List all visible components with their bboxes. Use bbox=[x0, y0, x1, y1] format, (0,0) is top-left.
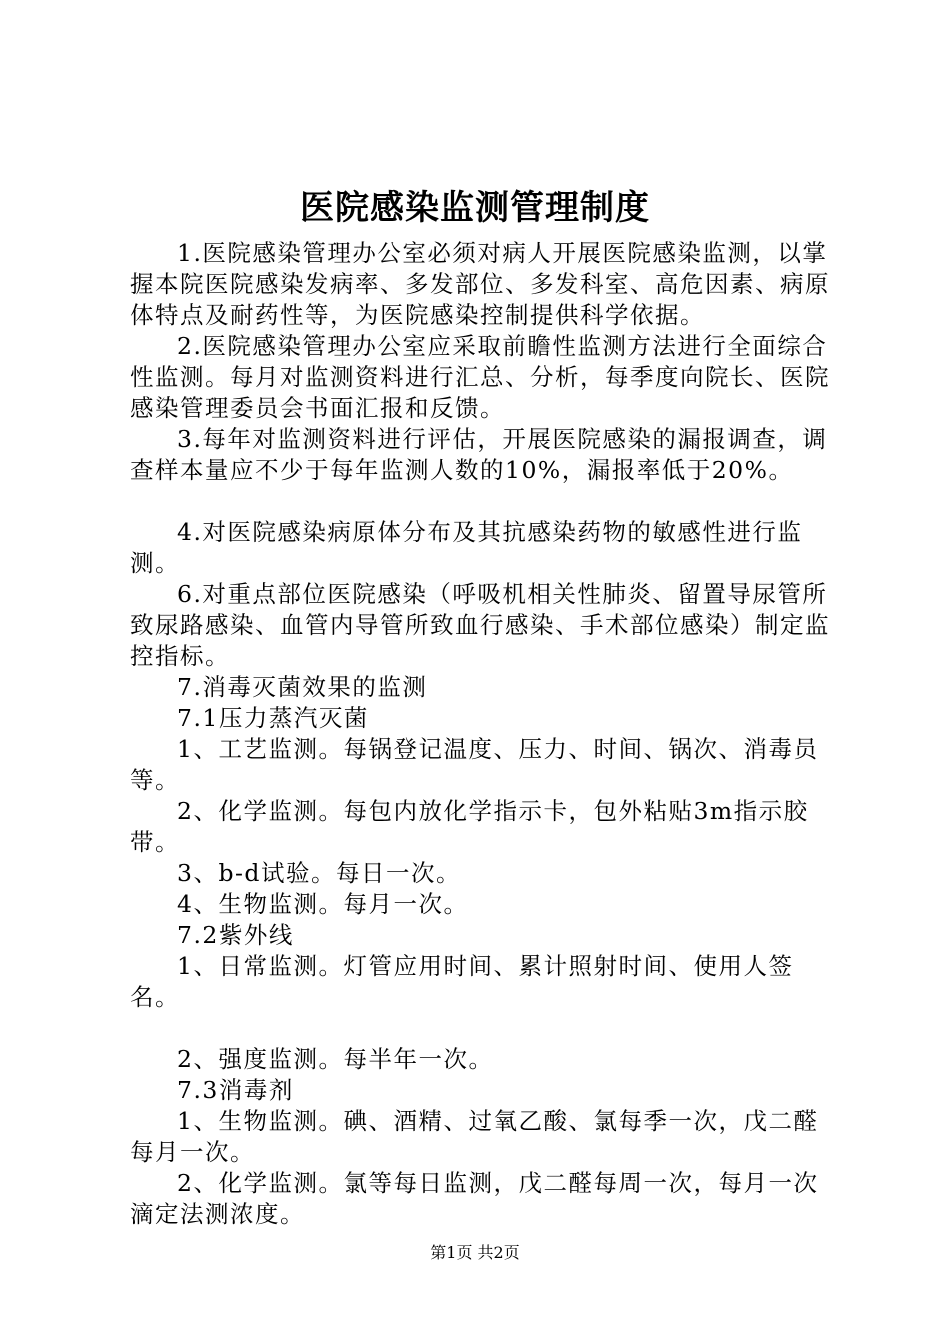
subsection-heading-7-1: 7.1压力蒸汽灭菌 bbox=[177, 704, 369, 732]
page-footer: 第1页 共2页 bbox=[430, 1243, 520, 1262]
paragraph-6: 6.对重点部位医院感染（呼吸机相关性肺炎、留置导尿管所致尿路感染、血管内导管所致血行感染、手术部位感染）制定监控指标。 bbox=[130, 580, 830, 670]
paragraph-4: 4.对医院感染病原体分布及其抗感染药物的敏感性进行监测。 bbox=[130, 518, 803, 577]
document-title: 医院感染监测管理制度 bbox=[300, 188, 650, 228]
subsection-heading-7-3: 7.3消毒剂 bbox=[177, 1076, 294, 1104]
list-item: 1、生物监测。碘、酒精、过氧乙酸、氯每季一次，戊二醛每月一次。 bbox=[130, 1107, 819, 1166]
paragraph-2: 2.医院感染管理办公室应采取前瞻性监测方法进行全面综合性监测。每月对监测资料进行汇总、分析，每季度向院长、医院感染管理委员会书面汇报和反馈。 bbox=[130, 332, 830, 422]
section-heading-7: 7.消毒灭菌效果的监测 bbox=[177, 673, 428, 701]
paragraph-spacer bbox=[130, 1013, 840, 1044]
paragraph-3: 3.每年对监测资料进行评估，开展医院感染的漏报调查，调查样本量应不少于每年监测人数的10%，漏报率低于20%。 bbox=[130, 425, 828, 484]
list-item: 2、化学监测。氯等每日监测，戊二醛每周一次，每月一次滴定法测浓度。 bbox=[130, 1169, 819, 1228]
list-item: 1、日常监测。灯管应用时间、累计照射时间、使用人签名。 bbox=[130, 952, 794, 1011]
paragraph-1: 1.医院感染管理办公室必须对病人开展医院感染监测，以掌握本院医院感染发病率、多发部位、多发科室、高危因素、病原体特点及耐药性等，为医院感染控制提供科学依据。 bbox=[130, 239, 830, 329]
list-item: 4、生物监测。每月一次。 bbox=[177, 890, 469, 918]
document-body bbox=[130, 238, 840, 1230]
list-item: 3、b-d试验。每日一次。 bbox=[177, 859, 461, 887]
list-item: 2、化学监测。每包内放化学指示卡，包外粘贴3m指示胶带。 bbox=[130, 797, 809, 856]
list-item: 2、强度监测。每半年一次。 bbox=[177, 1045, 494, 1073]
list-item: 1、工艺监测。每锅登记温度、压力、时间、锅次、消毒员等。 bbox=[130, 735, 819, 794]
subsection-heading-7-2: 7.2紫外线 bbox=[177, 921, 294, 949]
paragraph-spacer bbox=[130, 486, 840, 517]
